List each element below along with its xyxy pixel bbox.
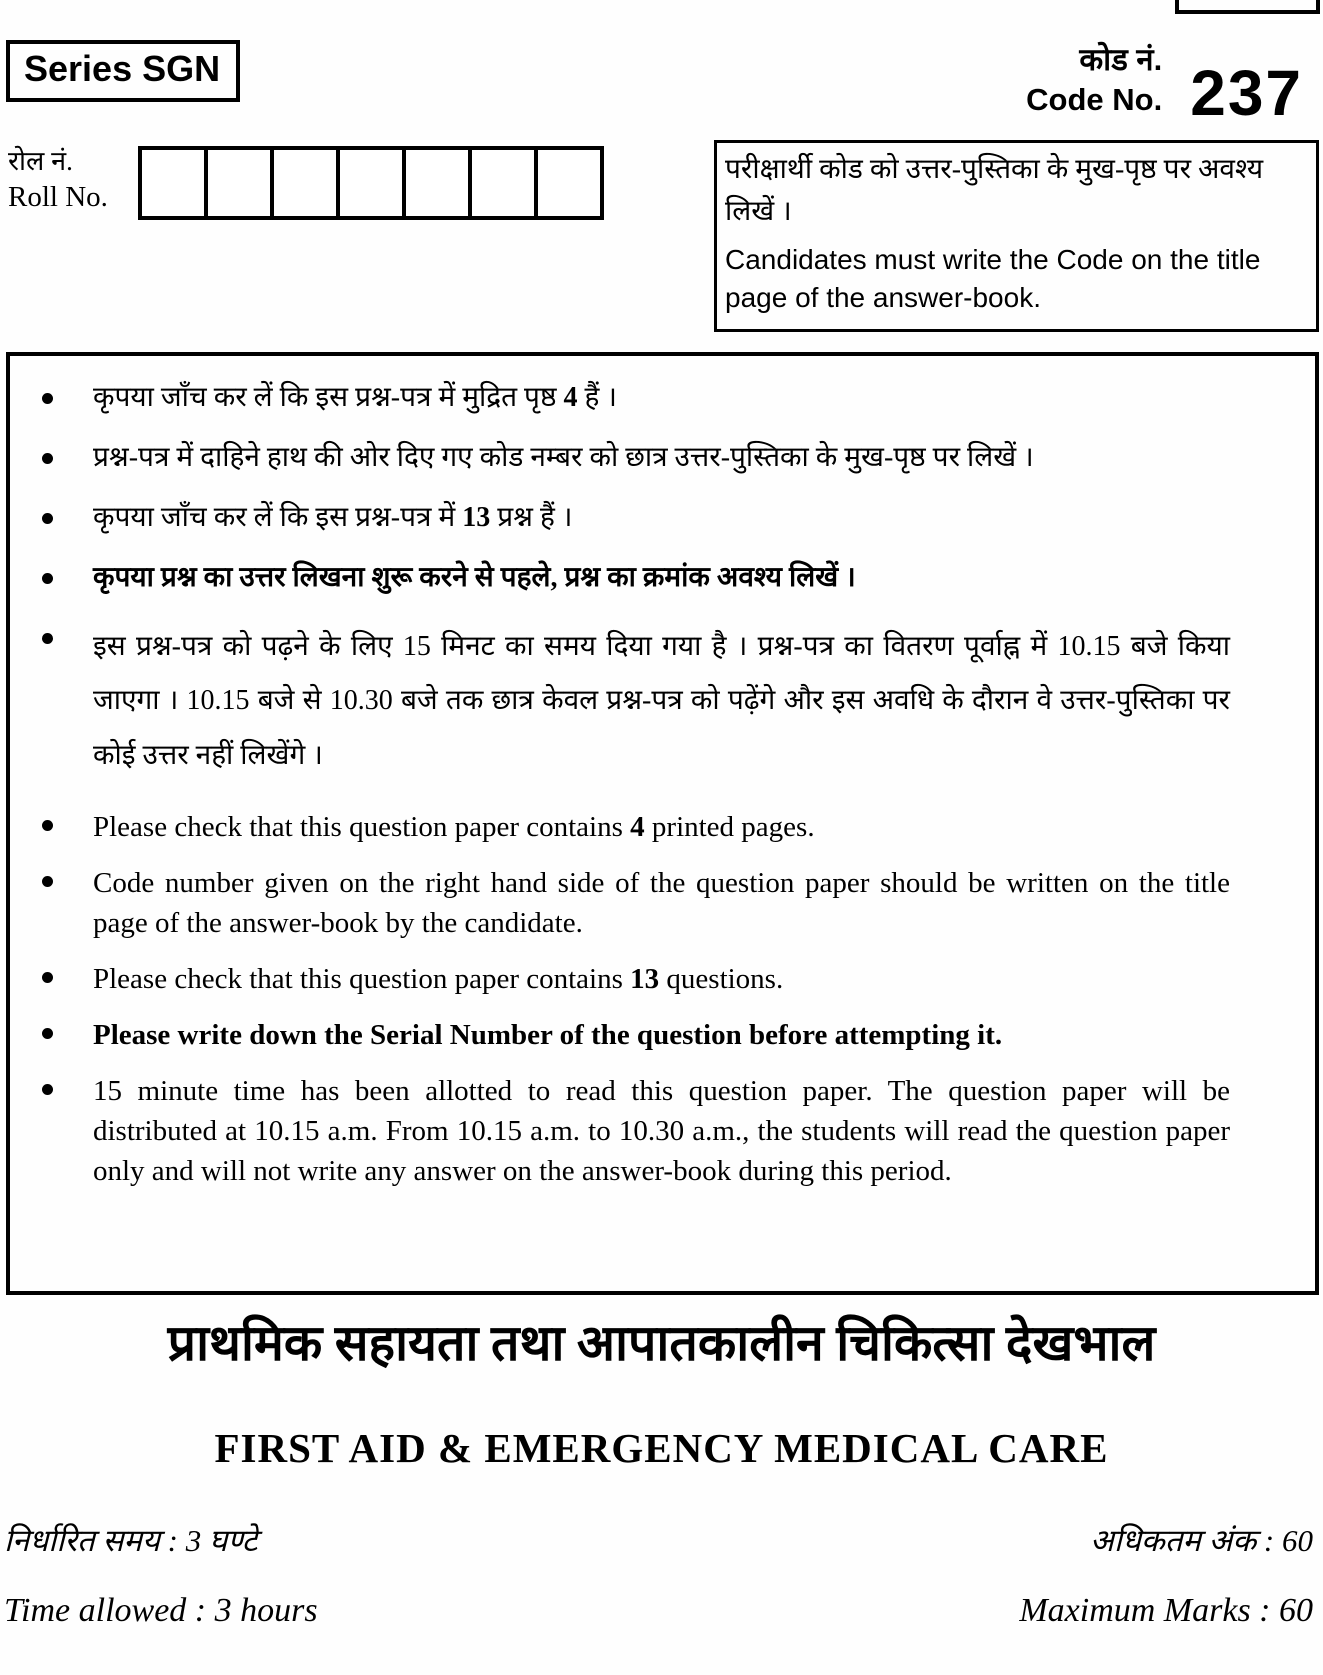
bullet-dot xyxy=(42,820,53,831)
bullet-dot xyxy=(42,1028,53,1039)
code-label-english: Code No. xyxy=(1026,81,1163,117)
instruction-text: Please check that this question paper contains 13 questions. xyxy=(93,962,784,995)
code-notice-box xyxy=(714,140,1319,332)
code-number-value: 237 xyxy=(1190,56,1303,129)
roll-number-labels xyxy=(8,140,138,220)
instruction-bullet xyxy=(10,863,1315,943)
instruction-bullet xyxy=(10,807,1315,847)
bullet-dot xyxy=(42,453,53,464)
instruction-text: कृपया प्रश्न का उत्तर लिखना शुरू करने से पहले, प्रश्न का क्रमांक अवश्य लिखें । xyxy=(93,561,856,593)
instruction-bullet xyxy=(10,560,1315,597)
instruction-text: कृपया जाँच कर लें कि इस प्रश्न-पत्र में 13 प्रश्न हैं । xyxy=(93,501,573,533)
instruction-text: 15 minute time has been allotted to read this question paper. The question paper will be distributed at 10.15 a.m. From 10.15 a.m. to 10.30 a.m., the students will read the question paper only and will not write any answer on the answer-book during this period. xyxy=(93,1074,1230,1187)
bullet-dot xyxy=(42,393,53,404)
bullet-dot xyxy=(42,876,53,887)
code-notice-hindi: परीक्षार्थी कोड को उत्तर-पुस्तिका के मुख-पृष्ठ पर अवश्य लिखें । xyxy=(725,154,1264,227)
bullet-dot xyxy=(42,513,53,524)
code-labels xyxy=(1026,40,1162,119)
code-notice-english: Candidates must write the Code on the title page of the answer-book. xyxy=(725,244,1261,313)
maximum-marks-hindi: अधिकतम अंक : 60 xyxy=(1090,1523,1313,1558)
instruction-bullet xyxy=(10,620,1315,784)
roll-box-cell xyxy=(204,146,274,220)
instruction-bullet xyxy=(10,440,1315,477)
instruction-text: इस प्रश्न-पत्र को पढ़ने के लिए 15 मिनट का समय दिया गया है । प्रश्न-पत्र का वितरण पूर्वाह्न में 10.15 बजे किया जाएगा । 10.15 बजे से 10.30 बजे तक छात्र केवल प्रश्न-पत्र को पढ़ेंगे और इस अवधि के दौरान वे उत्तर-पुस्तिका पर कोई उत्तर नहीं लिखेंगे । xyxy=(93,630,1230,771)
time-allowed-hindi: निर्धारित समय : 3 घण्टे xyxy=(4,1523,258,1558)
instruction-text: Please write down the Serial Number of the question before attempting it. xyxy=(93,1018,1003,1051)
roll-box-cell xyxy=(138,146,208,220)
instructions-hindi xyxy=(10,380,1315,784)
instruction-text: Code number given on the right hand side of the question paper should be written on the title page of the answer-book by the candidate. xyxy=(93,866,1230,939)
roll-box-cell xyxy=(534,146,604,220)
roll-label-hindi: रोल नं. xyxy=(8,146,73,176)
footer-row-english xyxy=(4,1592,1313,1630)
instruction-text: प्रश्न-पत्र में दाहिने हाथ की ओर दिए गए कोड नम्बर को छात्र उत्तर-पुस्तिका के मुख-पृष्ठ पर लिखें । xyxy=(93,441,1034,473)
bullet-dot xyxy=(42,633,53,644)
series-box xyxy=(6,40,240,102)
roll-box-cell xyxy=(336,146,406,220)
series-label: Series SGN xyxy=(24,48,221,89)
instruction-text: कृपया जाँच कर लें कि इस प्रश्न-पत्र में मुद्रित पृष्ठ 4 हैं । xyxy=(93,382,617,413)
bullet-dot xyxy=(42,972,53,983)
roll-number-section xyxy=(8,140,604,220)
roll-box-cell xyxy=(270,146,340,220)
instructions-box xyxy=(6,352,1319,1295)
roll-number-boxes xyxy=(138,146,604,220)
instruction-text: Please check that this question paper contains 4 printed pages. xyxy=(93,810,815,843)
bullet-dot xyxy=(42,573,53,584)
instruction-bullet xyxy=(10,1071,1315,1191)
bullet-dot xyxy=(42,1084,53,1095)
paper-title-english: FIRST AID & EMERGENCY MEDICAL CARE xyxy=(214,1425,1109,1471)
instruction-bullet xyxy=(10,500,1315,537)
instruction-bullet xyxy=(10,959,1315,999)
instruction-bullet xyxy=(10,380,1315,417)
roll-box-cell xyxy=(402,146,472,220)
instruction-bullet xyxy=(10,1015,1315,1055)
code-label-hindi: कोड नं. xyxy=(1079,42,1163,77)
top-right-partial-box xyxy=(1175,0,1320,14)
roll-box-cell xyxy=(468,146,538,220)
code-area xyxy=(1026,40,1303,129)
footer-row-hindi xyxy=(4,1519,1313,1561)
maximum-marks-english: Maximum Marks : 60 xyxy=(1019,1592,1313,1629)
instructions-english xyxy=(10,807,1315,1191)
time-allowed-english: Time allowed : 3 hours xyxy=(4,1592,318,1629)
paper-title-hindi: प्राथमिक सहायता तथा आपातकालीन चिकित्सा देखभाल xyxy=(167,1315,1156,1371)
roll-label-english: Roll No. xyxy=(8,181,108,214)
